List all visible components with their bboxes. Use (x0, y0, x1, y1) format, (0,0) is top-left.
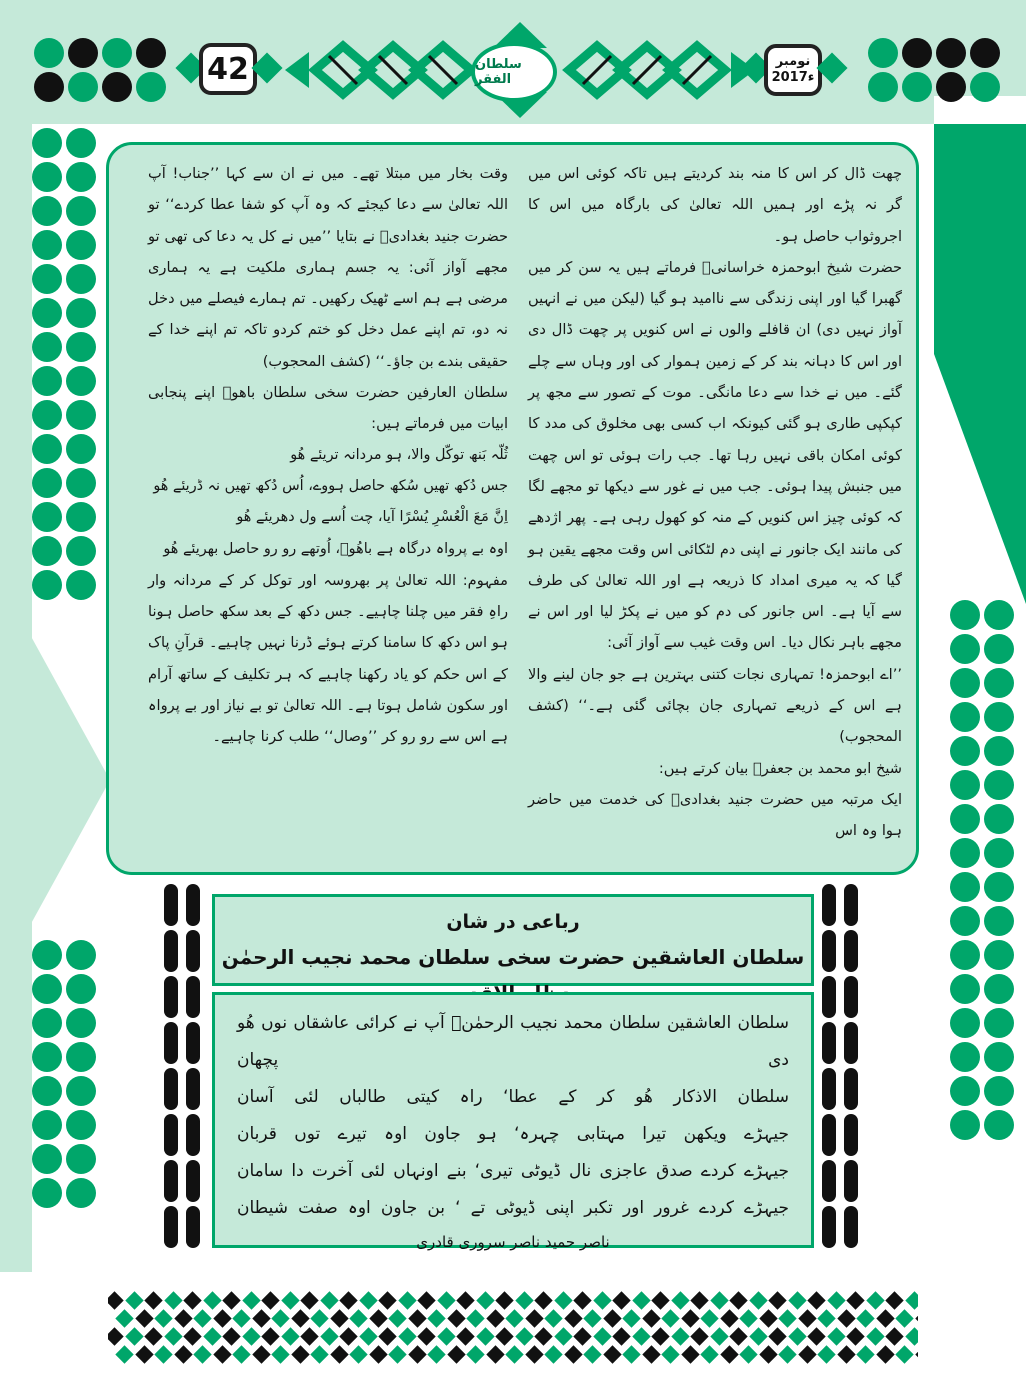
checker-diamond (768, 1327, 786, 1345)
checker-diamond (622, 1309, 640, 1327)
checker-diamond (398, 1327, 416, 1345)
checker-diamond (700, 1345, 718, 1363)
checker-diamond (291, 1309, 309, 1327)
checker-diamond (320, 1327, 338, 1345)
checker-diamond (427, 1345, 445, 1363)
checker-diamond (661, 1345, 679, 1363)
checker-diamond (476, 1291, 494, 1309)
checker-diamond (486, 1345, 504, 1363)
checker-diamond (651, 1327, 669, 1345)
checker-diamond (203, 1291, 221, 1309)
checker-diamond (739, 1345, 757, 1363)
checker-diamond (642, 1309, 660, 1327)
checker-diamond (369, 1309, 387, 1327)
checker-diamond (671, 1291, 689, 1309)
checker-diamond (583, 1309, 601, 1327)
checker-diamond (612, 1327, 630, 1345)
checker-diamond (681, 1345, 699, 1363)
rubai-body (212, 992, 814, 1251)
checker-diamond (437, 1291, 455, 1309)
checker-diamond (876, 1309, 894, 1327)
checker-diamond (690, 1291, 708, 1309)
checker-diamond (339, 1327, 357, 1345)
checker-diamond (876, 1345, 894, 1363)
checker-diamond (164, 1291, 182, 1309)
checker-diamond (866, 1291, 884, 1309)
checker-diamond (164, 1327, 182, 1345)
checker-diamond (222, 1327, 240, 1345)
checker-diamond (300, 1291, 318, 1309)
checker-diamond (183, 1327, 201, 1345)
rubai-left-border (160, 884, 208, 1252)
checker-diamond (564, 1309, 582, 1327)
rubai-line: جیہڑے کردے غرور اور تکبر اپنی ڈیوٹی تے ‘ بن جاون اوہ صفت شیطان (237, 1198, 789, 1218)
checker-diamond (710, 1327, 728, 1345)
checker-diamond (174, 1309, 192, 1327)
checker-diamond (837, 1309, 855, 1327)
checker-diamond (300, 1327, 318, 1345)
checker-diamond (456, 1327, 474, 1345)
checker-diamond (651, 1291, 669, 1309)
header-dots-right (868, 38, 1018, 108)
checker-diamond (729, 1291, 747, 1309)
checker-diamond (788, 1327, 806, 1345)
checker-diamond (632, 1291, 650, 1309)
checker-diamond (749, 1327, 767, 1345)
checker-diamond (408, 1309, 426, 1327)
checker-diamond (193, 1309, 211, 1327)
checker-diamond (573, 1327, 591, 1345)
checker-diamond (417, 1327, 435, 1345)
checker-diamond (729, 1327, 747, 1345)
checker-diamond (135, 1345, 153, 1363)
checker-diamond (885, 1291, 903, 1309)
checker-diamond (817, 1345, 835, 1363)
checker-diamond (281, 1327, 299, 1345)
checker-diamond (261, 1327, 279, 1345)
checker-diamond (622, 1345, 640, 1363)
checker-diamond (174, 1345, 192, 1363)
checker-diamond (466, 1309, 484, 1327)
checker-diamond (281, 1291, 299, 1309)
issue-month: نومبر (775, 54, 811, 69)
article-right-column (528, 158, 902, 847)
header-dots-left (34, 38, 184, 108)
verse-line: اوہ بے پرواہ درگاہ ہے باھُوؒ، اُوتھے رو رو حاصل بھریئے ھُو (163, 540, 508, 557)
checker-diamond (495, 1291, 513, 1309)
checker-diamond (378, 1327, 396, 1345)
checker-diamond (476, 1327, 494, 1345)
checker-diamond (807, 1327, 825, 1345)
checker-diamond (330, 1309, 348, 1327)
checker-diamond (525, 1345, 543, 1363)
checker-diamond (427, 1309, 445, 1327)
checker-diamond (700, 1309, 718, 1327)
checker-diamond (388, 1309, 406, 1327)
checker-diamond (749, 1291, 767, 1309)
checker-diamond (534, 1291, 552, 1309)
checker-diamond (827, 1291, 845, 1309)
checker-diamond (115, 1345, 133, 1363)
checker-diamond (232, 1345, 250, 1363)
checker-diamond (310, 1309, 328, 1327)
checker-diamond (778, 1345, 796, 1363)
checker-diamond (671, 1327, 689, 1345)
right-dots-column (950, 600, 1022, 1240)
checker-diamond (661, 1309, 679, 1327)
checker-diamond (125, 1291, 143, 1309)
checker-diamond (778, 1309, 796, 1327)
checker-diamond (495, 1327, 513, 1345)
rubai-title: رباعی در شان (446, 911, 580, 933)
magazine-logo: سلطان الفقر (471, 42, 557, 102)
checker-diamond (807, 1291, 825, 1309)
checker-diamond (232, 1309, 250, 1327)
rubai-poet: ناصر حمید ناصر سروری قادری (416, 1233, 610, 1251)
checker-diamond (515, 1327, 533, 1345)
checker-diamond (213, 1309, 231, 1327)
checker-diamond (866, 1327, 884, 1345)
checker-diamond (544, 1309, 562, 1327)
checker-diamond (759, 1309, 777, 1327)
checker-diamond (544, 1345, 562, 1363)
checker-diamond (905, 1327, 918, 1345)
checker-diamond (388, 1345, 406, 1363)
checker-diamond (242, 1291, 260, 1309)
checker-diamond (515, 1291, 533, 1309)
checker-diamond (681, 1309, 699, 1327)
checker-diamond (456, 1291, 474, 1309)
issue-date (764, 44, 822, 96)
checker-diamond (632, 1327, 650, 1345)
checker-diamond (642, 1345, 660, 1363)
right-triangle-decoration (934, 124, 1026, 604)
checker-diamond (378, 1291, 396, 1309)
rubai-line: سلطان الاذکار ھُو کر کے عطا‘ راہ کیتی طالباں لئی آسان (237, 1087, 789, 1107)
rubai-line: جیہڑے ویکھن تیرا مہتابی چہرہ‘ ہو جاون اوہ تیرے توں قربان (237, 1124, 789, 1144)
checker-diamond (690, 1327, 708, 1345)
checker-diamond (359, 1327, 377, 1345)
checker-diamond (252, 1345, 270, 1363)
checker-diamond (271, 1309, 289, 1327)
paragraph: سلطان العارفین حضرت سخی سلطان باھوؒ اپنے پنجابی ابیات میں فرماتے ہیں: (148, 384, 508, 433)
checker-diamond (330, 1345, 348, 1363)
checker-diamond (759, 1345, 777, 1363)
checker-diamond (593, 1291, 611, 1309)
checker-diamond (108, 1291, 124, 1309)
checker-diamond (271, 1345, 289, 1363)
checker-diamond (115, 1309, 133, 1327)
checker-diamond (447, 1309, 465, 1327)
checker-diamond (768, 1291, 786, 1309)
checker-diamond (213, 1345, 231, 1363)
article-left-column (148, 158, 508, 753)
bottom-checker-border (108, 1290, 918, 1368)
checker-diamond (144, 1291, 162, 1309)
checker-diamond (915, 1309, 918, 1327)
rubai-line: سلطان العاشقین سلطان محمد نجیب الرحمٰنؒ آپ نے کرائی عاشقاں نوں ھُو دی پچھان (237, 1013, 789, 1070)
checker-diamond (466, 1345, 484, 1363)
checker-diamond (573, 1291, 591, 1309)
checker-diamond (291, 1345, 309, 1363)
issue-year: 2017ء (771, 70, 815, 85)
verse-meaning: مفہوم: اللہ تعالیٰ پر بھروسہ اور توکل کر کے مردانہ وار راہِ فقر میں چلنا چاہیے۔ جس دکھ کے بعد سکھ حاصل ہونا ہو اس دکھ کا سامنا کرتے ہوئے ڈرنا نہیں چاہیے۔ قرآنِ پاک کے اس حکم کو یاد رکھنا چاہیے کہ ہر تکلیف کے ساتھ آرام اور سکون شامل ہوتا ہے۔ اللہ تعالیٰ تو بے نیاز اور بے پرواہ ہے اس سے رو رو کر ’’وصال‘‘ طلب کرنا چاہیے۔ (148, 571, 508, 746)
checker-diamond (603, 1309, 621, 1327)
checker-diamond (193, 1345, 211, 1363)
checker-diamond (837, 1345, 855, 1363)
checker-diamond (447, 1345, 465, 1363)
checker-diamond (612, 1291, 630, 1309)
checker-diamond (534, 1327, 552, 1345)
checker-diamond (437, 1327, 455, 1345)
rubai-subtitle: سلطان العاشقین حضرت سخی سلطان محمد نجیب الرحمٰن (221, 945, 805, 969)
checker-diamond (593, 1327, 611, 1345)
checker-diamond (525, 1309, 543, 1327)
checker-diamond (846, 1291, 864, 1309)
checker-diamond (554, 1291, 572, 1309)
checker-diamond (739, 1309, 757, 1327)
checker-diamond (885, 1327, 903, 1345)
checker-diamond (895, 1309, 913, 1327)
checker-diamond (710, 1291, 728, 1309)
checker-diamond (252, 1309, 270, 1327)
checker-diamond (856, 1309, 874, 1327)
checker-diamond (720, 1309, 738, 1327)
checker-diamond (505, 1309, 523, 1327)
checker-diamond (603, 1345, 621, 1363)
paragraph: حضرت شیخ ابوحمزہ خراسانیؒ فرماتے ہیں یہ سن کر میں گھبرا گیا اور اپنی زندگی سے ناامید ہو گیا (لیکن میں نے انہیں آواز نہیں دی) ان قافلے والوں نے اس کنویں پر چھت ڈال دی اور اس کا دہانہ بند کر کے زمین ہموار کی اور وہاں سے چلے گئے۔ میں نے خدا سے دعا مانگی۔ موت کے تصور سے مجھ پر کپکپی طاری ہو گئی کیونکہ اب کسی بھی مخلوق کی مدد کا کوئی امکان باقی نہیں رہا تھا۔ جب رات ہوئی تو اس چھت میں جنبش پیدا ہوئی۔ جب میں نے غور سے دیکھا تو مجھے لگا کہ کوئی چیز اس کنویں کے منہ کو کھول رہی ہے۔ پھر اژدھے کی مانند ایک جانور نے اپنی دم لٹکائی اس وقت مجھے یقین ہو گیا کہ یہ میری امداد کا ذریعہ ہے اور اللہ تعالیٰ کی طرف سے آیا ہے۔ اس جانور کی دم کو میں نے پکڑ لیا اور اس نے مجھے باہر نکال دیا۔ اس وقت غیب سے آواز آئی: (528, 258, 902, 652)
checker-diamond (895, 1345, 913, 1363)
checker-diamond (856, 1345, 874, 1363)
checker-diamond (339, 1291, 357, 1309)
checker-diamond (222, 1291, 240, 1309)
checker-diamond (486, 1309, 504, 1327)
checker-diamond (564, 1345, 582, 1363)
rubai-right-border (818, 884, 866, 1252)
left-dots-column (32, 128, 100, 1268)
paragraph: ایک مرتبہ میں حضرت جنید بغدادیؒ کی خدمت میں حاضر ہوا وہ اس (528, 790, 902, 840)
checker-diamond (827, 1327, 845, 1345)
quote: ’’اے ابوحمزہ! تمہاری نجات کتنی بہترین ہے جو جان لینے والا ہے اس کے ذریعے تمہاری جان بچائی گئی ہے۔‘‘ (کشف المحجوب) (528, 665, 902, 746)
checker-diamond (320, 1291, 338, 1309)
checker-diamond (203, 1327, 221, 1345)
paragraph: چھت ڈال کر اس کا منہ بند کردیتے ہیں تاکہ کوئی اس میں گر نہ پڑے اور ہمیں اللہ تعالیٰ کی بارگاہ میں اس کا اجروثواب حاصل ہو۔ (528, 165, 902, 245)
verse-line: ثُلّہ بَنھ توکّل والا، ہو مردانہ تریئے ھُو (290, 446, 508, 463)
checker-diamond (135, 1309, 153, 1327)
verse-line: جس دُکھ تھیں سُکھ حاصل ہووے، اُس دُکھ تھیں نہ ڈریئے ھُو (153, 477, 508, 494)
rubai-line: جیہڑے کردے صدق عاجزی نال ڈیوٹی تیری‘ بنے اونہاں لئی آخرت دا سامان (237, 1161, 789, 1181)
checker-diamond (369, 1345, 387, 1363)
checker-diamond (408, 1345, 426, 1363)
checker-diamond (398, 1291, 416, 1309)
checker-diamond (359, 1291, 377, 1309)
rubai-header (212, 894, 814, 986)
checker-diamond (798, 1309, 816, 1327)
checker-diamond (349, 1309, 367, 1327)
checker-diamond (720, 1345, 738, 1363)
checker-diamond (183, 1291, 201, 1309)
checker-diamond (905, 1291, 918, 1309)
checker-diamond (554, 1327, 572, 1345)
verse-line: اِنَّ مَعَ الْعُسْرِ یُسْرًا آیا، چت اُسے ول دھریئے ھُو (236, 509, 508, 526)
checker-diamond (788, 1291, 806, 1309)
checker-diamond (915, 1345, 918, 1363)
checker-diamond (154, 1345, 172, 1363)
checker-diamond (417, 1291, 435, 1309)
checker-diamond (242, 1327, 260, 1345)
page-number: 42 (199, 43, 257, 95)
paragraph: وقت بخار میں مبتلا تھے۔ میں نے ان سے کہا ’’جناب! آپ اللہ تعالیٰ سے دعا کیجئے کہ وہ آپ کو شفا عطا کردے‘‘ تو حضرت جنید بغدادیؒ نے بتایا ’’میں نے کل یہ دعا کی تھی تو مجھے آواز آئی: یہ جسم ہماری ملکیت ہے یہ ہماری مرضی ہے ہم اسے ٹھیک رکھیں۔ تم ہمارے فیصلے میں دخل نہ دو، تم اپنے عمل دخل کو ختم کردو تاکہ تم اپنے خدا کے حقیقی بندے بن جاؤ۔‘‘ (کشف المحجوب) (148, 165, 508, 370)
checker-diamond (798, 1345, 816, 1363)
checker-diamond (349, 1345, 367, 1363)
checker-diamond (505, 1345, 523, 1363)
checker-diamond (583, 1345, 601, 1363)
checker-diamond (125, 1327, 143, 1345)
checker-diamond (310, 1345, 328, 1363)
checker-diamond (108, 1327, 124, 1345)
checker-diamond (154, 1309, 172, 1327)
paragraph: شیخ ابو محمد بن جعفرؒ بیان کرتے ہیں: (658, 759, 902, 777)
checker-diamond (817, 1309, 835, 1327)
checker-diamond (144, 1327, 162, 1345)
checker-diamond (261, 1291, 279, 1309)
checker-diamond (846, 1327, 864, 1345)
